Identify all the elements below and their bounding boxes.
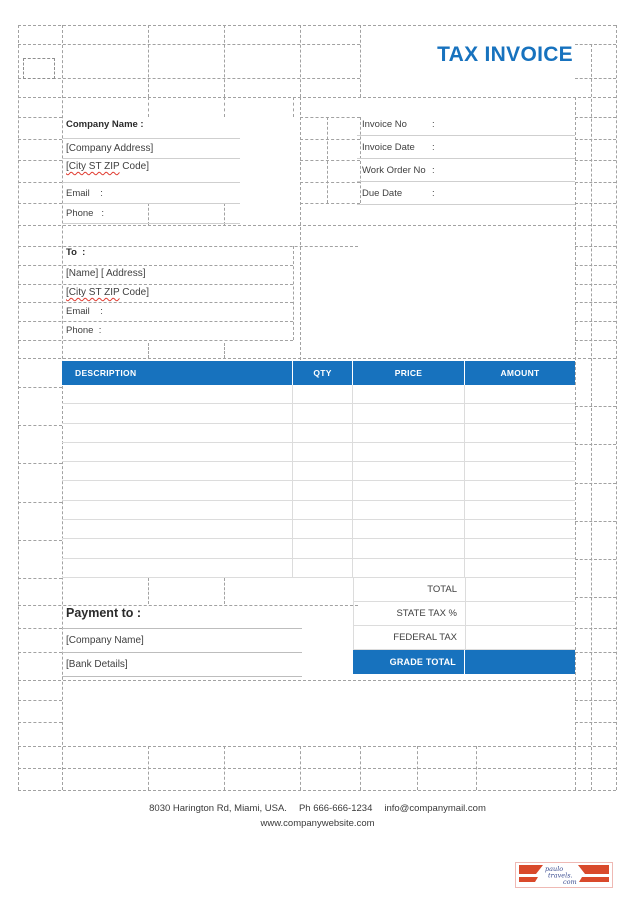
gridline: [224, 203, 225, 225]
gridline: [18, 425, 62, 426]
qty-cell[interactable]: [293, 539, 353, 557]
price-cell[interactable]: [353, 559, 465, 577]
description-cell[interactable]: [62, 424, 293, 442]
amount-cell[interactable]: [465, 501, 575, 519]
amount-cell[interactable]: [465, 559, 575, 577]
amount-cell[interactable]: [465, 443, 575, 461]
table-row: [62, 539, 575, 558]
items-table: [62, 361, 575, 578]
gridline: [18, 722, 62, 723]
gridline: [293, 97, 294, 117]
grand-total-value[interactable]: [465, 650, 575, 674]
gridline: [148, 343, 149, 358]
colon: :: [432, 119, 435, 130]
bill-to-email-label: Email :: [66, 306, 103, 317]
gridline: [575, 559, 616, 560]
amount-cell[interactable]: [465, 520, 575, 538]
gridline: [148, 25, 149, 97]
logo-text-line2: travels.: [548, 871, 573, 880]
description-cell[interactable]: [62, 501, 293, 519]
qty-cell[interactable]: [293, 424, 353, 442]
description-cell[interactable]: [62, 462, 293, 480]
invoice-date-value[interactable]: [440, 141, 573, 156]
work-order-no-label: Work Order No: [362, 165, 426, 176]
company-city-misspelled: [City ST ZIP: [66, 161, 120, 172]
gridline: [575, 700, 616, 701]
work-order-no-value[interactable]: [440, 164, 573, 179]
gridline: [300, 117, 360, 118]
logo-text-line3: com: [563, 878, 577, 886]
price-cell[interactable]: [353, 462, 465, 480]
bill-to-label: To :: [66, 247, 86, 258]
amount-cell[interactable]: [465, 539, 575, 557]
gridline: [575, 284, 616, 285]
qty-cell[interactable]: [293, 520, 353, 538]
gridline: [224, 25, 225, 97]
gridline: [575, 139, 616, 140]
logo-left-flag-shape: [519, 865, 543, 874]
description-cell[interactable]: [62, 481, 293, 499]
company-city-line: [66, 161, 149, 173]
payment-to-label: Payment to :: [66, 606, 142, 620]
gridline: [18, 97, 616, 98]
gridline: [575, 652, 616, 653]
gridline: [148, 578, 149, 604]
qty-cell[interactable]: [293, 559, 353, 577]
gridline: [224, 97, 225, 117]
bill-to-name-line: [Name] [ Address]: [66, 268, 146, 279]
gridline: [18, 652, 62, 653]
invoice-date-label: Invoice Date: [362, 142, 415, 153]
gridline: [18, 680, 616, 681]
description-cell[interactable]: [62, 443, 293, 461]
gridline: [18, 321, 293, 322]
gridline: [575, 483, 616, 484]
colon: :: [432, 142, 435, 153]
gridline: [18, 578, 62, 579]
price-cell[interactable]: [353, 443, 465, 461]
underline: [62, 652, 302, 653]
table-row: [62, 481, 575, 500]
underline: [62, 628, 302, 629]
logo-text-line1: paulo: [545, 865, 564, 873]
gridline: [18, 225, 616, 226]
company-city-rest: Code]: [119, 161, 149, 172]
gridline: [18, 265, 293, 266]
price-cell[interactable]: [353, 424, 465, 442]
gridline: [18, 358, 616, 359]
gridline: [224, 343, 225, 358]
gridline: [300, 160, 360, 161]
underline: [357, 158, 575, 159]
underline: [62, 676, 302, 677]
page-title: TAX INVOICE: [437, 43, 573, 66]
table-row: [62, 404, 575, 423]
gridline: [575, 44, 616, 45]
top-left-placeholder-box: [23, 58, 55, 79]
federal-tax-label: FEDERAL TAX: [353, 626, 465, 650]
gridline: [18, 502, 62, 503]
gridline: [360, 117, 361, 203]
federal-tax-value[interactable]: [465, 626, 575, 650]
gridline: [300, 182, 360, 183]
description-cell[interactable]: [62, 385, 293, 403]
company-logo: [515, 862, 613, 888]
gridline: [18, 790, 616, 791]
grand-total-label: GRADE TOTAL: [353, 650, 465, 674]
gridline: [18, 139, 62, 140]
logo-right-bar-shape: [579, 877, 609, 882]
gridline: [18, 182, 62, 183]
state-tax-label: STATE TAX %: [353, 602, 465, 626]
price-cell[interactable]: [353, 501, 465, 519]
gridline: [616, 25, 617, 790]
colon: :: [432, 188, 435, 199]
bill-to-city-misspelled: [City ST ZIP: [66, 287, 120, 298]
gridline: [575, 321, 616, 322]
gridline: [18, 302, 293, 303]
gridline: [575, 722, 616, 723]
column-header-price: PRICE: [353, 361, 465, 385]
qty-cell[interactable]: [293, 501, 353, 519]
footer-contact-line: [0, 803, 635, 814]
footer-phone: Ph 666-666-1234: [298, 803, 373, 814]
company-email-label: Email :: [66, 188, 103, 199]
gridline: [575, 302, 616, 303]
invoice-no-label: Invoice No: [362, 119, 407, 130]
gridline: [575, 444, 616, 445]
invoice-no-value[interactable]: [440, 118, 573, 133]
totals-block: [353, 578, 575, 674]
price-cell[interactable]: [353, 385, 465, 403]
gridline: [575, 521, 616, 522]
table-row: [62, 424, 575, 443]
company-address-line: [Company Address]: [66, 143, 154, 154]
gridline: [18, 160, 62, 161]
amount-cell[interactable]: [465, 404, 575, 422]
table-row: [62, 385, 575, 404]
table-row: [62, 443, 575, 462]
bill-to-city-rest: Code]: [119, 287, 149, 298]
qty-cell[interactable]: [293, 385, 353, 403]
table-row: [62, 501, 575, 520]
gridline: [293, 246, 294, 340]
gridline: [575, 203, 616, 204]
underline: [62, 158, 240, 159]
gridline: [18, 117, 62, 118]
gridline: [300, 97, 301, 360]
total-value[interactable]: [465, 578, 575, 602]
qty-cell[interactable]: [293, 462, 353, 480]
logo-right-flag-shape: [578, 865, 609, 874]
column-header-qty: QTY: [293, 361, 353, 385]
footer-email: info@companymail.com: [384, 803, 486, 814]
underline: [357, 135, 575, 136]
items-table-header: [62, 361, 575, 385]
underline: [62, 203, 240, 204]
qty-cell[interactable]: [293, 481, 353, 499]
underline: [357, 181, 575, 182]
table-row: [62, 520, 575, 539]
amount-cell[interactable]: [465, 462, 575, 480]
footer-address: 8030 Harington Rd, Miami, USA.: [149, 803, 287, 814]
price-cell[interactable]: [353, 481, 465, 499]
gridline: [18, 25, 616, 26]
bill-to-phone-label: Phone :: [66, 325, 102, 336]
gridline: [18, 628, 62, 629]
gridline: [575, 406, 616, 407]
gridline: [300, 203, 360, 204]
gridline: [148, 97, 149, 117]
underline: [62, 182, 240, 183]
price-cell[interactable]: [353, 520, 465, 538]
gridline: [18, 768, 616, 769]
company-phone-label: Phone :: [66, 208, 105, 219]
gridline: [18, 340, 293, 341]
total-row: [353, 578, 575, 602]
amount-cell[interactable]: [465, 385, 575, 403]
description-cell[interactable]: [62, 404, 293, 422]
description-cell[interactable]: [62, 539, 293, 557]
company-name-label: Company Name :: [66, 119, 144, 130]
gridline: [575, 597, 616, 598]
footer-website: www.companywebsite.com: [260, 818, 375, 829]
gridline: [18, 387, 62, 388]
payment-company-name: [Company Name]: [66, 635, 144, 646]
underline: [62, 223, 240, 224]
gridline: [591, 44, 592, 790]
qty-cell[interactable]: [293, 404, 353, 422]
gridline: [18, 540, 62, 541]
description-cell[interactable]: [62, 520, 293, 538]
gridline: [575, 160, 616, 161]
gridline: [575, 246, 616, 247]
gridline: [18, 203, 62, 204]
table-row: [62, 559, 575, 578]
description-cell[interactable]: [62, 559, 293, 577]
gridline: [575, 117, 616, 118]
underline: [62, 138, 240, 139]
bill-to-city-line: [66, 287, 149, 299]
gridline: [224, 578, 225, 604]
gridline: [18, 463, 62, 464]
column-header-amount: AMOUNT: [500, 368, 540, 378]
gridline: [18, 700, 62, 701]
gridline: [575, 78, 616, 79]
logo-left-bar-shape: [519, 877, 538, 882]
gridline: [575, 265, 616, 266]
amount-cell[interactable]: [465, 424, 575, 442]
gridline: [18, 78, 360, 79]
gridline: [575, 182, 616, 183]
price-cell[interactable]: [353, 539, 465, 557]
payment-bank-details: [Bank Details]: [66, 659, 128, 670]
gridline: [148, 203, 149, 225]
state-tax-row: [353, 602, 575, 626]
gridline: [575, 628, 616, 629]
price-cell[interactable]: [353, 404, 465, 422]
table-row: [62, 462, 575, 481]
gridline: [18, 284, 293, 285]
column-header-description: DESCRIPTION: [62, 361, 293, 385]
total-label: TOTAL: [353, 578, 465, 602]
amount-cell[interactable]: [465, 481, 575, 499]
federal-tax-row: [353, 626, 575, 650]
colon: :: [432, 165, 435, 176]
state-tax-value[interactable]: [465, 602, 575, 626]
due-date-value[interactable]: [440, 187, 573, 202]
underline: [357, 204, 575, 205]
gridline: [575, 340, 616, 341]
logo-graphic: [516, 863, 612, 887]
qty-cell[interactable]: [293, 443, 353, 461]
gridline: [300, 139, 360, 140]
grand-total-row: [353, 650, 575, 674]
due-date-label: Due Date: [362, 188, 403, 199]
gridline: [18, 746, 616, 747]
